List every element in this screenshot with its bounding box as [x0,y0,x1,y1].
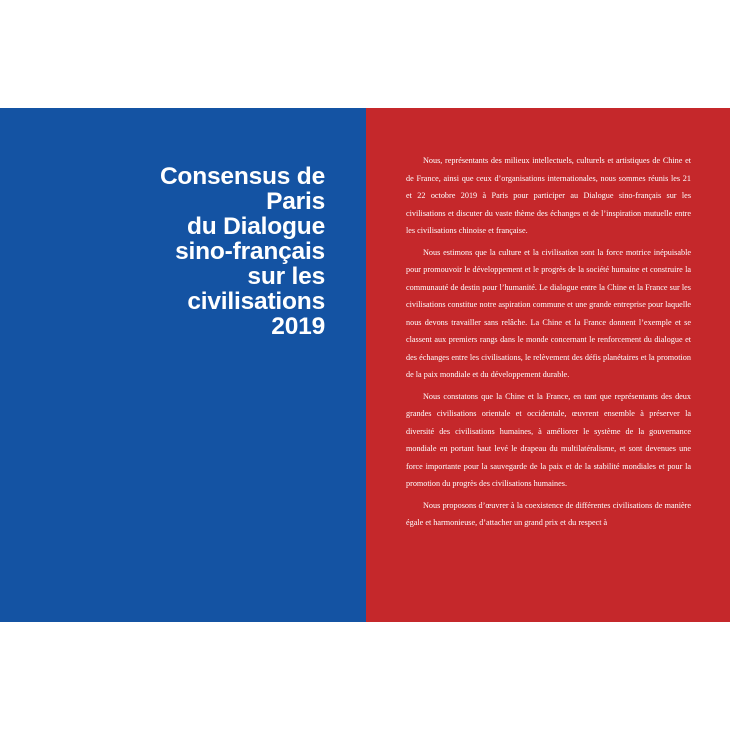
paragraph-4: Nous proposons d’œuvrer à la coexistence de différentes civilisations de manière égale et harmonieuse, d’attacher un grand prix et du respect à [406,500,691,527]
book-spread [0,108,730,622]
title-line-1: Consensus de [159,163,325,190]
title-line-5: sur les [247,263,325,290]
title-line-4: sino-français [175,238,325,265]
title-page-blue [0,108,366,622]
title-line-2: Paris [266,188,325,215]
title-line-3: du Dialogue [187,213,325,240]
paragraph-3: Nous constatons que la Chine et la France, en tant que représentants des deux grandes civilisations orientale et occidentale, œuvrent ensemble à préserver la diversité des civilisations humaines, à améliorer le système de la gouvernance mondiale en portant haut levé le drapeau du multilatéralisme, et sont devenues une force importante pour la sauvegarde de la paix et de la stabilité mondiales et pour la promotion du progrès des civilisations humaines. [406,391,691,488]
title-line-7: 2019 [271,313,325,340]
body-text [406,152,691,536]
text-page-red [366,108,730,622]
paragraph-1: Nous, représentants des milieux intellectuels, culturels et artistiques de Chine et de France, ainsi que ceux d’organisations internationales, nous sommes réunis les 21 et 22 octobre 2019 à Paris pour participer au Dialogue sino-français sur les civilisations et discuter du vaste thème des échanges et de l’inspiration mutuelle entre les civilisations chinoise et française. [406,156,691,235]
paragraph-2: Nous estimons que la culture et la civilisation sont la force motrice inépuisable pour promouvoir le développement et le progrès de la société humaine et construire la communauté de destin pour l’humanité. Le dialogue entre la Chine et la France sur les civilisations constitue notre aspiration commune et une grande entreprise pour laquelle nous devons travailler sans relâche. La Chine et la France donnent l’exemple et se classent aux premiers rangs dans le monde concernant le renforcement du dialogue et des échanges entre les civilisations, le relèvement des défis planétaires et la promotion de la paix mondiale et du développement durable. [406,247,691,379]
title-line-6: civilisations [187,288,325,315]
document-title [160,164,325,339]
